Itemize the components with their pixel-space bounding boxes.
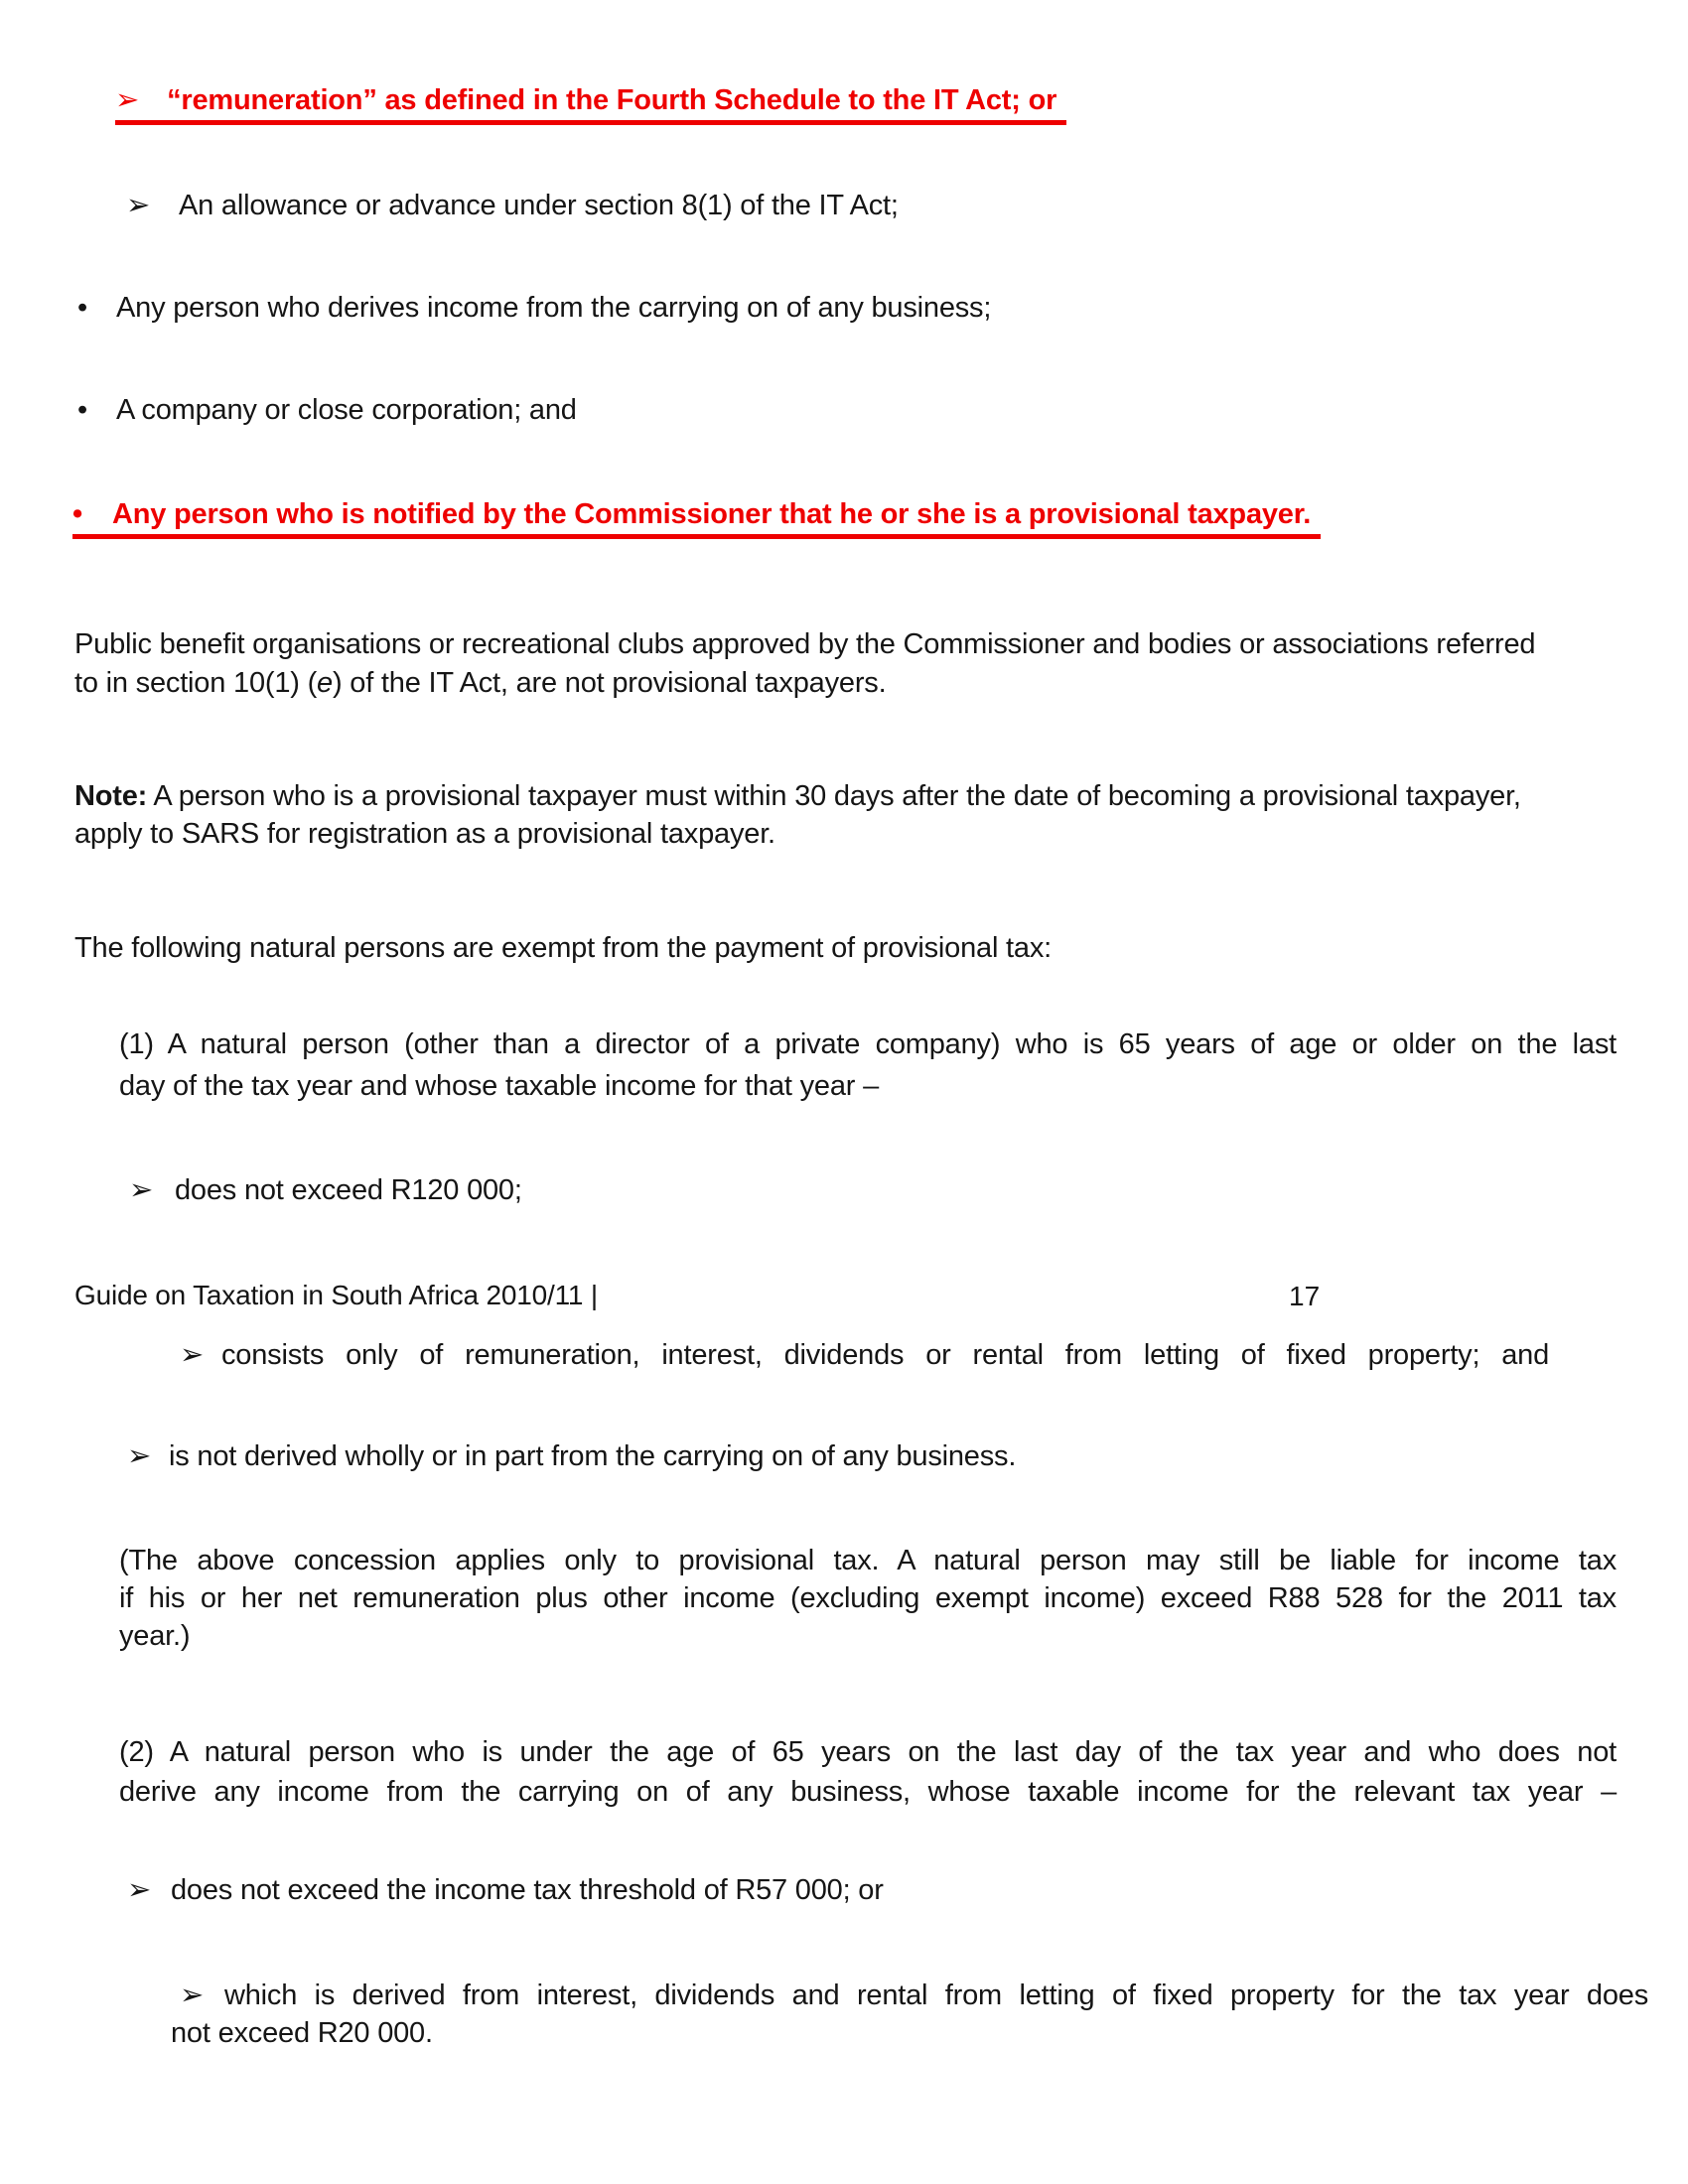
dot-bullet-icon: • xyxy=(77,292,88,324)
underlined-text: Any person who is notified by the Commissioner that he or she is a provisional taxpayer. xyxy=(111,498,1312,530)
arrow-bullet-icon: ➢ xyxy=(127,1874,152,1906)
numbered-paragraph-line: day of the tax year and whose taxable income for that year – xyxy=(119,1070,880,1102)
paragraph-line: if his or her net remuneration plus other income (excluding exempt income) exceed R88 528 for the 2011 tax xyxy=(119,1582,1617,1614)
underlined-text: “remuneration” as defined in the Fourth Schedule to the IT Act; or xyxy=(167,84,1057,116)
page-number: 17 xyxy=(1289,1281,1321,1311)
red-bullet-item xyxy=(72,499,1321,539)
numbered-paragraph-line: (2) A natural person who is under the age of 65 years on the last day of the tax year and who does not xyxy=(119,1736,1617,1768)
arrow-item: does not exceed the income tax threshold of R57 000; or xyxy=(171,1874,884,1906)
dot-bullet-icon: • xyxy=(72,498,82,530)
text-segment: to in section 10(1) ( xyxy=(74,667,318,699)
paragraph-line: year.) xyxy=(119,1620,191,1652)
note-line: apply to SARS for registration as a provisional taxpayer. xyxy=(74,818,775,850)
footer-text: Guide on Taxation in South Africa 2010/11 | xyxy=(74,1280,598,1310)
bullet-item: A company or close corporation; and xyxy=(116,394,577,426)
arrow-bullet-icon: ➢ xyxy=(126,190,151,221)
bold-text-segment: Note: xyxy=(74,780,148,812)
text-segment: A person who is a provisional taxpayer must within 30 days after the date of becoming a provisional taxpayer, xyxy=(147,780,1521,812)
arrow-bullet-icon: ➢ xyxy=(127,1440,152,1472)
arrow-bullet-icon: ➢ xyxy=(180,1979,205,2011)
arrow-item: An allowance or advance under section 8(1) of the IT Act; xyxy=(179,190,899,221)
arrow-item: consists only of remuneration, interest, dividends or rental from letting of fixed property; and xyxy=(221,1339,1549,1371)
text-segment: ) of the IT Act, are not provisional taxpayers. xyxy=(332,667,887,699)
red-arrow-heading xyxy=(115,85,1066,125)
arrow-item: does not exceed R120 000; xyxy=(175,1174,522,1206)
italic-text-segment: e xyxy=(317,667,333,699)
paragraph-line: The following natural persons are exempt from the payment of provisional tax: xyxy=(74,932,1052,964)
paragraph-line: (The above concession applies only to provisional tax. A natural person may still be liable for income tax xyxy=(119,1545,1617,1576)
paragraph-line: Public benefit organisations or recreational clubs approved by the Commissioner and bodies or associations referred xyxy=(74,628,1536,660)
arrow-bullet-icon: ➢ xyxy=(115,84,140,116)
arrow-bullet-icon: ➢ xyxy=(129,1174,154,1206)
numbered-paragraph-line: (1) A natural person (other than a director of a private company) who is 65 years of age or older on the last xyxy=(119,1028,1617,1060)
bullet-item: Any person who derives income from the carrying on of any business; xyxy=(116,292,992,324)
arrow-item: which is derived from interest, dividends and rental from letting of fixed property for the tax year does xyxy=(224,1979,1648,2011)
arrow-item: is not derived wholly or in part from the carrying on of any business. xyxy=(169,1440,1017,1472)
numbered-paragraph-line: derive any income from the carrying on of any business, whose taxable income for the relevant tax year – xyxy=(119,1776,1617,1808)
note-line xyxy=(74,779,1521,814)
dot-bullet-icon: • xyxy=(77,394,88,426)
paragraph-line xyxy=(74,666,886,701)
arrow-item-continuation: not exceed R20 000. xyxy=(171,2017,433,2049)
arrow-bullet-icon: ➢ xyxy=(180,1339,205,1371)
